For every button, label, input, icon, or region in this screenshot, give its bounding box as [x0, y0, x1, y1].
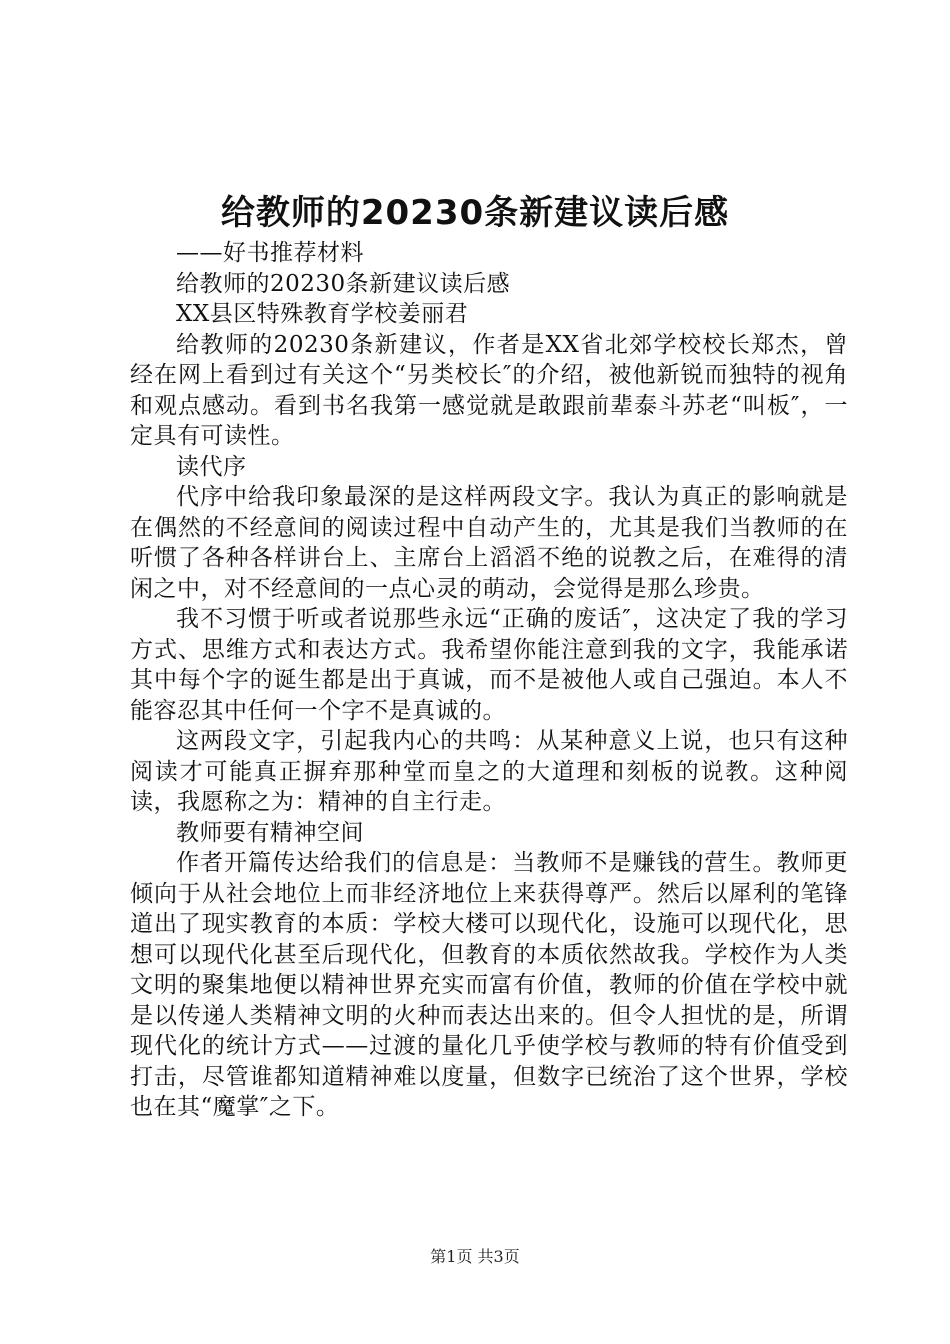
author-line: XX县区特殊教育学校姜丽君: [176, 301, 469, 327]
body-paragraph: 代序中给我印象最深的是这样两段文字。我认为真正的影响就是在偶然的不经意间的阅读过程中自动产生的，尤其是我们当教师的在听惯了各种各样讲台上、主席台上滔滔不绝的说教之后，在难得的清闲之中，对不经意间的一点心灵的萌动，会觉得是那么珍贵。: [130, 484, 848, 602]
body-paragraph: 我不习惯于听或者说那些永远“正确的废话″，这决定了我的学习方式、思维方式和表达方式。我希望你能注意到我的文字，我能承诺其中每个字的诞生都是出于真诚，而不是被他人或自己强迫。本人不能容忍其中任何一个字不是真诚的。: [130, 606, 848, 724]
page-number-footer: 第1页 共3页: [430, 1247, 520, 1266]
body-paragraph: 这两段文字，引起我内心的共鸣：从某种意义上说，也只有这种阅读才可能真正摒弃那种堂而皇之的大道理和刻板的说教。这种阅读，我愿称之为：精神的自主行走。: [130, 728, 848, 815]
document-body: [130, 238, 848, 1123]
subtitle-paragraph: ——好书推荐材料: [176, 240, 364, 266]
body-paragraph: 给教师的20230条新建议，作者是XX省北郊学校校长郑杰，曾经在网上看到过有关这个“另类校长″的介绍，被他新锐而独特的视角和观点感动。看到书名我第一感觉就是敢跟前辈泰斗苏老“叫板″，一定具有可读性。: [130, 331, 848, 449]
section-heading: 教师要有精神空间: [176, 819, 364, 846]
body-paragraph: 作者开篇传达给我们的信息是：当教师不是赚钱的营生。教师更倾向于从社会地位上而非经济地位上来获得尊严。然后以犀利的笔锋道出了现实教育的本质：学校大楼可以现代化，设施可以现代化，思想可以现代化甚至后现代化，但教育的本质依然故我。学校作为人类文明的聚集地便以精神世界充实而富有价值，教师的价值在学校中就是以传递人类精神文明的火种而表达出来的。但令人担忧的是，所谓现代化的统计方式——过渡的量化几乎使学校与教师的特有价值受到打击，尽管谁都知道精神难以度量，但数字已统治了这个世界，学校也在其“魔掌″之下。: [130, 850, 848, 1120]
repeated-title-paragraph: 给教师的20230条新建议读后感: [176, 270, 511, 297]
document-title: 给教师的20230条新建议读后感: [220, 193, 730, 233]
section-heading: 读代序: [176, 453, 247, 480]
